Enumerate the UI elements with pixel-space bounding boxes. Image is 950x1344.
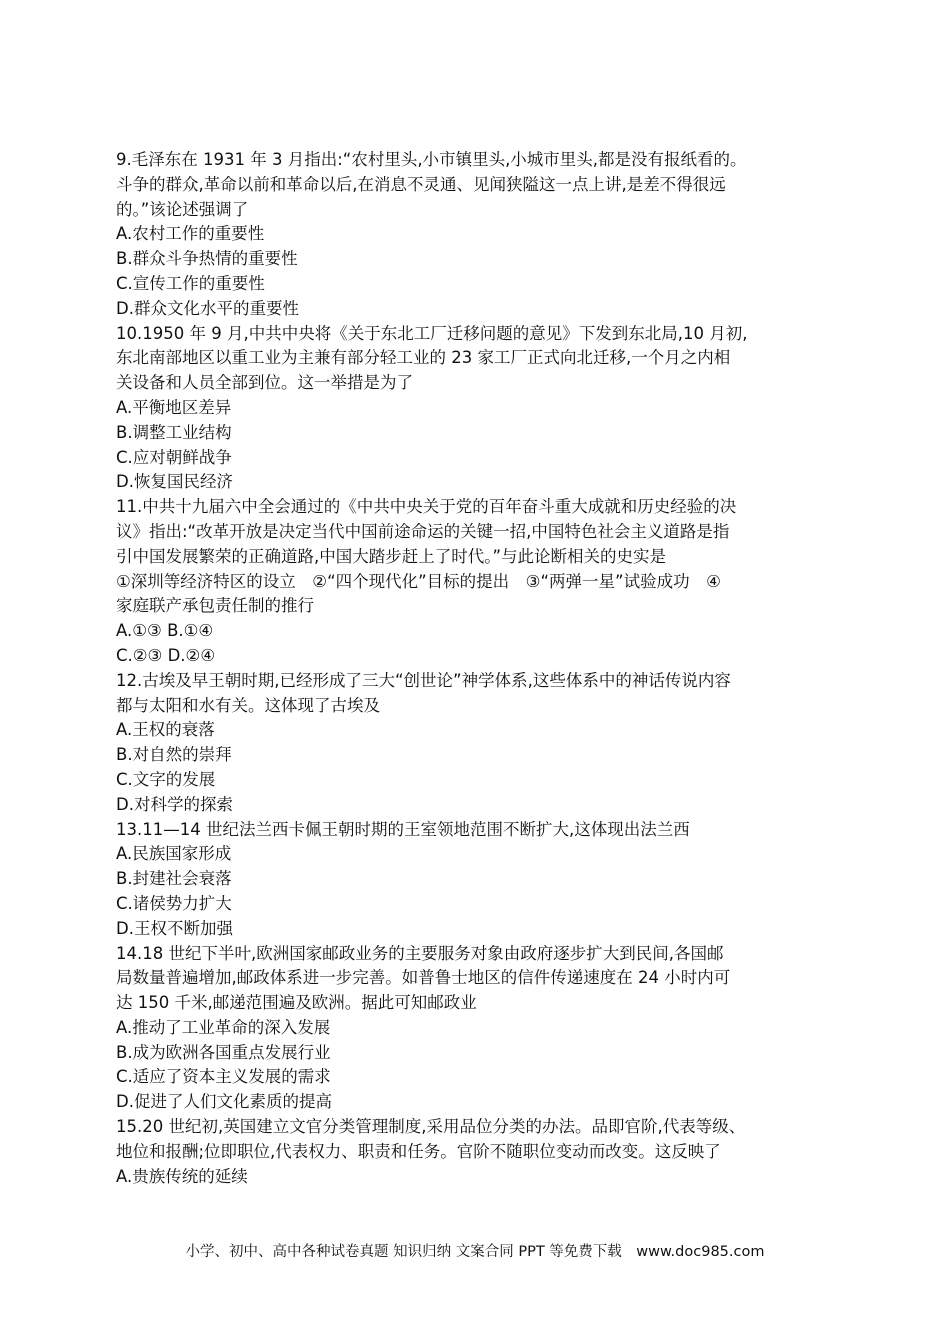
answer-option: D.对科学的探索 (116, 794, 233, 814)
question-15 (116, 1115, 836, 1189)
question-stem-line: 10.1950 年 9 月,中共中央将《关于东北工厂迁移问题的意见》下发到东北局,10 月初, (116, 323, 748, 343)
question-stem-line: 议》指出:“改革开放是决定当代中国前途命运的关键一招,中国特色社会主义道路是指 (116, 521, 730, 541)
answer-option: A.①③ B.①④ (116, 621, 214, 641)
answer-option: A.平衡地区差异 (116, 397, 232, 417)
question-stem-line: 11.中共十九届六中全会通过的《中共中央关于党的百年奋斗重大成就和历史经验的决 (116, 497, 737, 517)
question-stem-line: 斗争的群众,革命以前和革命以后,在消息不灵通、见闻狭隘这一点上讲,是差不得很远 (116, 174, 726, 194)
answer-option: D.恢复国民经济 (116, 472, 233, 492)
question-stem-line: 关设备和人员全部到位。这一举措是为了 (116, 373, 413, 393)
answer-option: C.诸侯势力扩大 (116, 893, 232, 913)
answer-option: A.农村工作的重要性 (116, 224, 265, 244)
answer-option: C.适应了资本主义发展的需求 (116, 1067, 331, 1087)
answer-option: B.群众斗争热情的重要性 (116, 249, 298, 269)
question-10 (116, 322, 836, 496)
answer-option: A.推动了工业革命的深入发展 (116, 1017, 331, 1037)
question-stem-line: ①深圳等经济特区的设立 ②“四个现代化”目标的提出 ③“两弹一星”试验成功 ④ (116, 571, 721, 591)
question-stem-line: 的。”该论述强调了 (116, 199, 249, 219)
question-stem-line: 达 150 千米,邮递范围遍及欧洲。据此可知邮政业 (116, 993, 477, 1013)
question-14 (116, 942, 836, 1116)
question-stem-line: 引中国发展繁荣的正确道路,中国大踏步赶上了时代。”与此论断相关的史实是 (116, 546, 667, 566)
question-stem-line: 12.古埃及早王朝时期,已经形成了三大“创世论”神学体系,这些体系中的神话传说内容 (116, 670, 731, 690)
question-stem-line: 局数量普遍增加,邮政体系进一步完善。如普鲁士地区的信件传递速度在 24 小时内可 (116, 968, 731, 988)
answer-option: B.成为欧洲各国重点发展行业 (116, 1042, 331, 1062)
question-stem-line: 都与太阳和水有关。这体现了古埃及 (116, 695, 380, 715)
answer-option: C.②③ D.②④ (116, 645, 216, 665)
exam-page-content (116, 148, 836, 1189)
answer-option: A.民族国家形成 (116, 844, 232, 864)
answer-option: A.王权的衰落 (116, 720, 215, 740)
answer-option: C.应对朝鲜战争 (116, 447, 232, 467)
question-11 (116, 495, 836, 669)
question-13 (116, 818, 836, 942)
question-stem-line: 14.18 世纪下半叶,欧洲国家邮政业务的主要服务对象由政府逐步扩大到民间,各国邮 (116, 943, 724, 963)
answer-option: B.调整工业结构 (116, 422, 232, 442)
question-stem-line: 家庭联产承包责任制的推行 (116, 596, 314, 616)
page-footer: 小学、初中、高中各种试卷真题 知识归纳 文案合同 PPT 等免费下载 www.doc985.com (185, 1244, 765, 1260)
answer-option: C.文字的发展 (116, 769, 216, 789)
answer-option: D.群众文化水平的重要性 (116, 298, 299, 318)
answer-option: B.封建社会衰落 (116, 869, 232, 889)
answer-option: A.贵族传统的延续 (116, 1166, 248, 1186)
answer-option: B.对自然的崇拜 (116, 745, 232, 765)
question-stem-line: 13.11—14 世纪法兰西卡佩王朝时期的王室领地范围不断扩大,这体现出法兰西 (116, 819, 690, 839)
question-12 (116, 669, 836, 818)
question-stem-line: 东北南部地区以重工业为主兼有部分轻工业的 23 家工厂正式向北迁移,一个月之内相 (116, 348, 731, 368)
question-stem-line: 9.毛泽东在 1931 年 3 月指出:“农村里头,小市镇里头,小城市里头,都是没有报纸看的。 (116, 150, 747, 169)
answer-option: D.王权不断加强 (116, 918, 233, 938)
question-stem-line: 地位和报酬;位即职位,代表权力、职责和任务。官阶不随职位变动而改变。这反映了 (116, 1141, 721, 1161)
question-9 (116, 148, 836, 322)
answer-option: D.促进了人们文化素质的提高 (116, 1092, 332, 1112)
question-stem-line: 15.20 世纪初,英国建立文官分类管理制度,采用品位分类的办法。品即官阶,代表等级、 (116, 1117, 746, 1137)
answer-option: C.宣传工作的重要性 (116, 273, 265, 293)
